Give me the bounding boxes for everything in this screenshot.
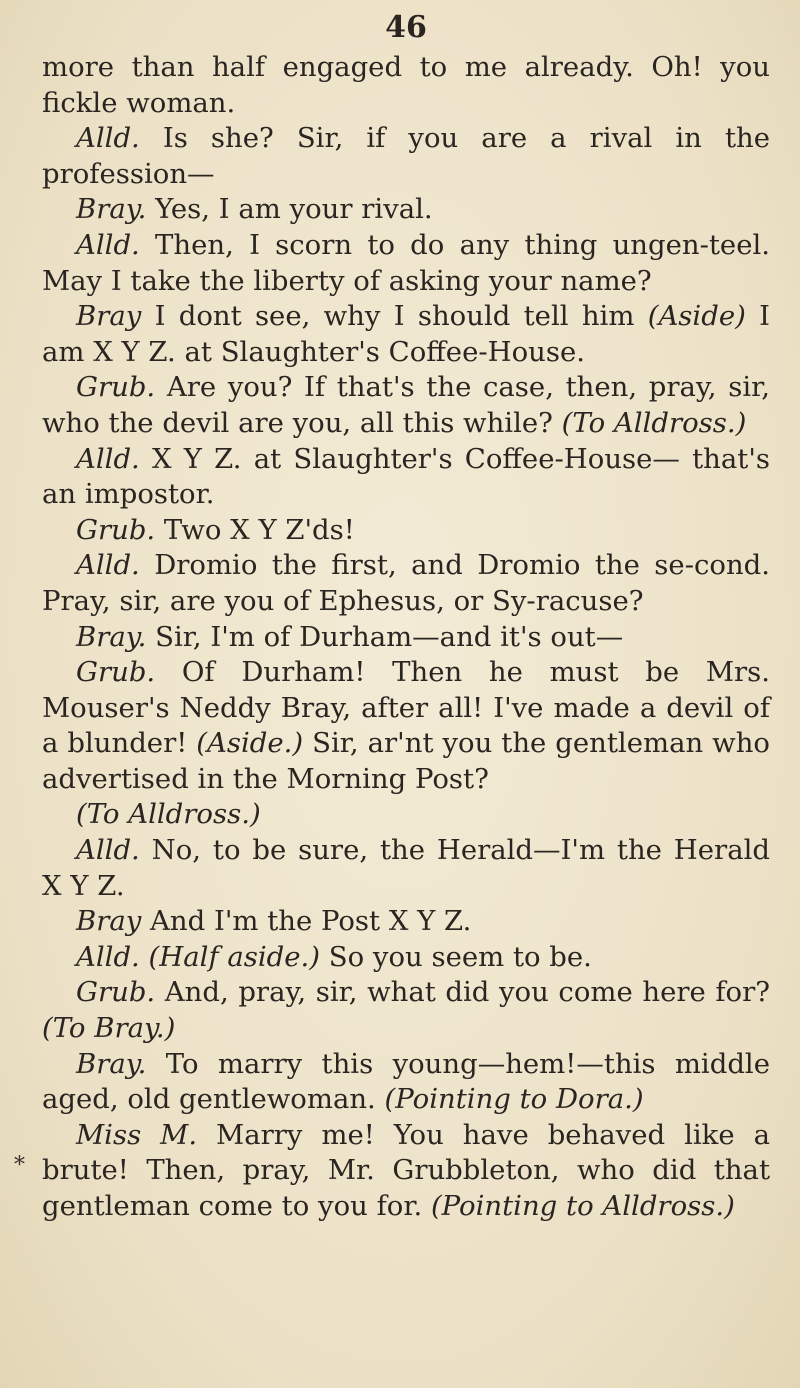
play-text — [42, 50, 770, 1225]
speech-text-continued: Sir, ar'nt you the gentleman who advertised in the Morning Post? — [42, 727, 770, 795]
speech — [42, 620, 770, 656]
stage-direction: (Aside.) — [196, 727, 304, 760]
stage-direction: (Pointing to Dora.) — [384, 1083, 644, 1116]
speech — [42, 1047, 770, 1118]
speech-text: I dont see, why I should tell him — [154, 300, 635, 333]
speech-text: Sir, I'm of Durham—and it's out— — [155, 620, 624, 653]
speech — [42, 655, 770, 797]
margin-mark: * — [14, 1153, 25, 1178]
speaker-name: Bray. — [76, 1047, 147, 1080]
speaker-name: Miss M. — [76, 1118, 198, 1151]
speaker-name: Alld. — [76, 228, 140, 261]
speech — [42, 228, 770, 299]
speech-text: X Y Z. at Slaughter's Coffee-House— that's an impostor. — [42, 442, 770, 511]
stage-direction: (Pointing to Alldross.) — [430, 1190, 735, 1222]
page-number: 46 — [385, 10, 427, 45]
speech-text: more than half engaged to me already. Oh! you fickle woman. — [42, 51, 770, 119]
speech-text: And I'm the Post X Y Z. — [150, 905, 472, 938]
speaker-name: Grub. — [76, 656, 156, 689]
speech-text: Of Durham! Then he must be Mrs. Mouser's Neddy Bray, after all! I've made a devil of a blunder! — [42, 656, 770, 760]
speech — [42, 121, 770, 192]
speech — [42, 548, 770, 619]
speaker-name: Alld. — [76, 442, 140, 475]
speech — [42, 797, 770, 833]
speech — [42, 833, 770, 904]
speech-text: Are you? If that's the case, then, pray, sir, who the devil are you, all this while? — [42, 371, 770, 439]
speech — [42, 370, 770, 441]
speaker-name: Alld. — [76, 122, 140, 155]
speech — [42, 940, 770, 976]
speech — [42, 904, 770, 940]
speaker-name: Bray — [76, 905, 142, 938]
speech-text: Is she? Sir, if you are a rival in the profession— — [42, 122, 770, 190]
speech-text: Marry me! You have behaved like a brute! Then, pray, Mr. Grubbleton, who did that gentleman come to you for. — [42, 1118, 770, 1222]
speech — [42, 50, 770, 121]
speaker-name: Bray. — [76, 620, 147, 653]
speech-text: Dromio the first, and Dromio the se-cond. Pray, sir, are you of Ephesus, or Sy-racuse? — [42, 549, 770, 617]
speech — [42, 299, 770, 370]
speaker-name: Grub. — [76, 371, 156, 404]
speaker-name: Grub. — [76, 976, 156, 1009]
speaker-name: Bray. — [76, 193, 147, 226]
speech-text: No, to be sure, the Herald—I'm the Herald X Y Z. — [42, 834, 770, 902]
speech — [42, 1118, 770, 1225]
stage-direction: (Half aside.) — [148, 940, 321, 973]
stage-direction: (To Alldross.) — [561, 406, 747, 439]
speech — [42, 975, 770, 1046]
stage-direction: (Aside) — [647, 300, 746, 333]
stage-direction: (To Bray.) — [42, 1012, 176, 1045]
speech-text: Two X Y Z'ds! — [163, 513, 355, 546]
speech-text-continued: I am X Y Z. at Slaughter's Coffee-House. — [42, 300, 770, 368]
speaker-name: Bray — [76, 300, 142, 333]
speaker-name: Alld. — [76, 940, 140, 973]
speech-text: And, pray, sir, what did you come here for? — [164, 976, 771, 1009]
stage-direction: (To Alldross.) — [76, 798, 261, 831]
speaker-name: Grub. — [76, 513, 156, 546]
speech — [42, 192, 770, 228]
speaker-name: Alld. — [76, 549, 140, 582]
speaker-name: Alld. — [76, 834, 140, 867]
speech-text: To marry this young—hem!—this middle aged, old gentlewoman. — [42, 1047, 770, 1116]
speech — [42, 442, 770, 513]
speech — [42, 513, 770, 549]
speech-text-continued: So you seem to be. — [328, 940, 592, 973]
speech-text: Then, I scorn to do any thing ungen-teel. May I take the liberty of asking your name? — [42, 228, 771, 297]
speech-text: Yes, I am your rival. — [155, 193, 433, 226]
